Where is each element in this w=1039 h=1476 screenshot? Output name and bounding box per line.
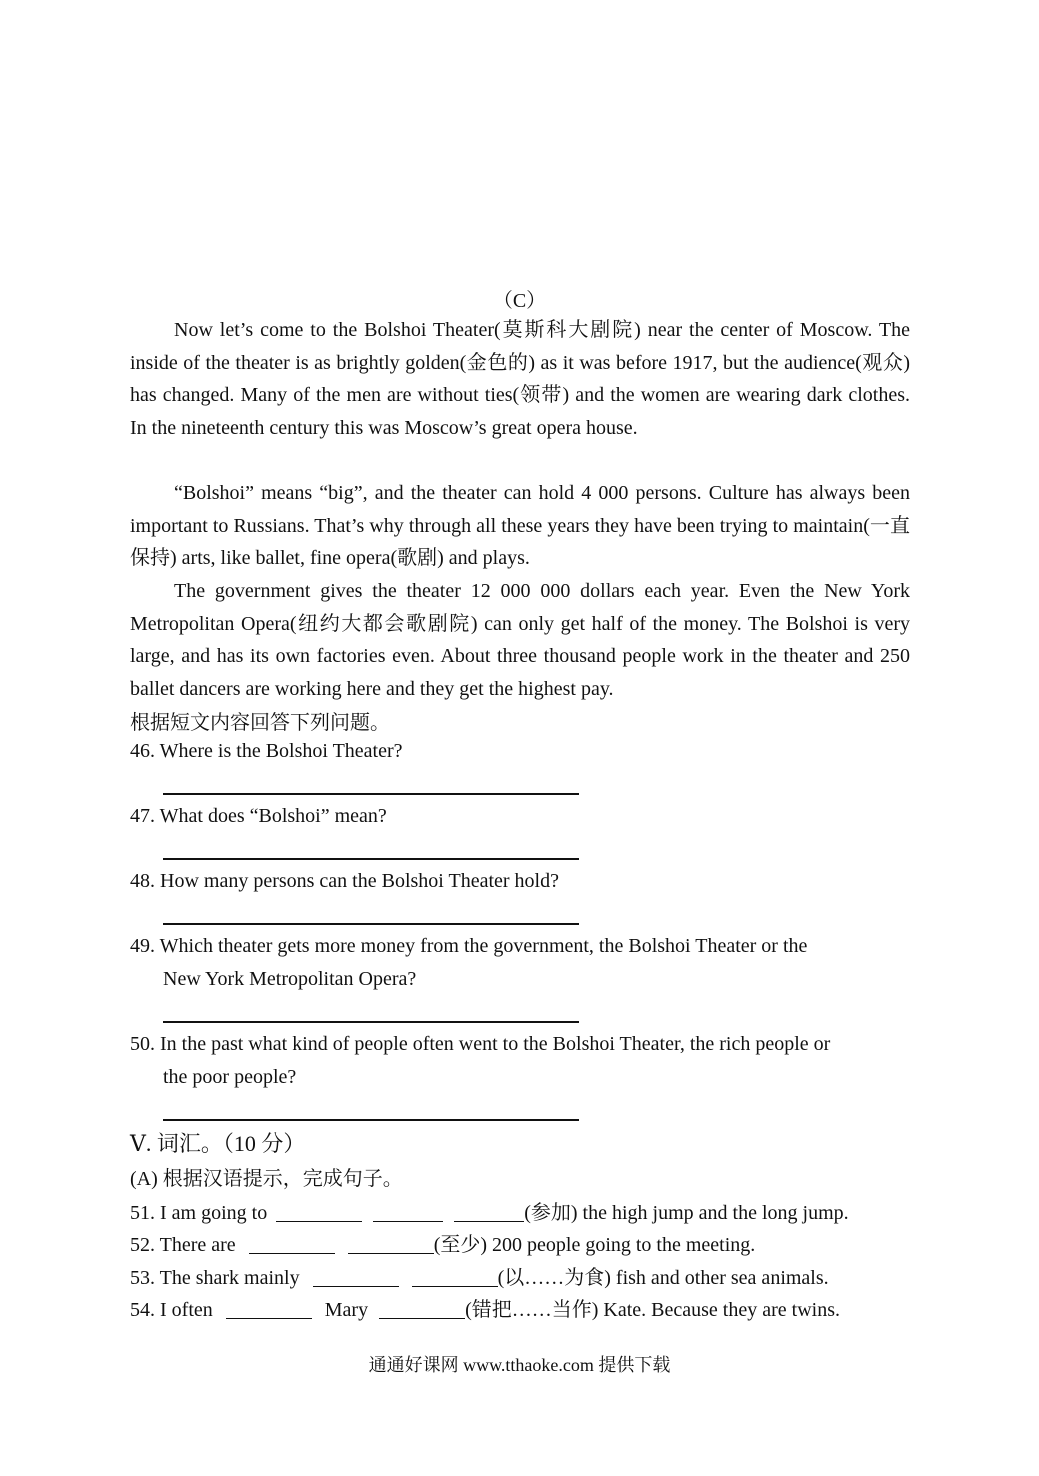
footer-credit: 通通好课网 www.tthaoke.com 提供下载: [368, 1355, 671, 1375]
question-46: 46. Where is the Bolshoi Theater?: [130, 740, 403, 762]
question-49: 49. Which theater gets more money from the government, the Bolshoi Theater or the: [130, 935, 808, 957]
answer-line-47[interactable]: [163, 858, 579, 860]
item-54-text: 54. I often: [130, 1299, 213, 1321]
blank-52b[interactable]: [348, 1233, 434, 1254]
question-50: 50. In the past what kind of people often went to the Bolshoi Theater, the rich people or: [130, 1033, 831, 1055]
blank-51a[interactable]: [276, 1201, 362, 1222]
passage-label: （C）: [492, 290, 547, 312]
question-48: 48. How many persons can the Bolshoi Theater hold?: [130, 870, 559, 892]
section-v-title: Ⅴ. 词汇。（10 分）: [130, 1131, 306, 1156]
blank-52a[interactable]: [249, 1233, 335, 1254]
item-52: [130, 1228, 920, 1257]
blank-54a[interactable]: [226, 1298, 312, 1319]
item-54-hint: (错把……当作) Kate. Because they are twins.: [465, 1299, 840, 1321]
item-53: [130, 1261, 920, 1290]
blank-51c[interactable]: [454, 1201, 524, 1222]
question-49-cont: New York Metropolitan Opera?: [163, 968, 417, 990]
question-47: 47. What does “Bolshoi” mean?: [130, 805, 387, 827]
blank-53a[interactable]: [313, 1266, 399, 1287]
item-54-name: Mary: [324, 1299, 369, 1321]
answer-line-49[interactable]: [163, 1021, 579, 1023]
paragraph-1: Now let’s come to the Bolshoi Theater(莫斯科大剧院) near the center of Moscow. The inside of the theater is as brightly golden(金色的) as it was before 1917, but the audience(观众) has changed. Many of the men are without ties(领带) and the women are wearing dark clothes. In the nineteenth century this was Moscow’s great opera house.: [130, 319, 910, 439]
answer-line-48[interactable]: [163, 923, 579, 925]
question-50-cont: the poor people?: [163, 1066, 297, 1088]
item-52-text: 52. There are: [130, 1234, 236, 1256]
instructions: 根据短文内容回答下列问题。: [130, 712, 390, 734]
answer-line-46[interactable]: [163, 793, 579, 795]
item-52-hint: (至少) 200 people going to the meeting.: [433, 1234, 756, 1256]
section-a-instructions: (A) 根据汉语提示，完成句子。: [130, 1168, 403, 1190]
answer-line-50[interactable]: [163, 1119, 579, 1121]
item-53-text: 53. The shark mainly: [130, 1267, 300, 1289]
item-51-text: 51. I am going to: [130, 1202, 268, 1224]
item-51: [130, 1196, 920, 1225]
blank-53b[interactable]: [412, 1266, 498, 1287]
item-53-hint: (以……为食) fish and other sea animals.: [497, 1267, 829, 1289]
paragraph-2: “Bolshoi” means “big”, and the theater can hold 4 000 persons. Culture has always been important to Russians. That’s why through all these years they have been trying to maintain(一直保持) arts, like ballet, fine opera(歌剧) and plays.: [130, 482, 910, 570]
item-54: [130, 1293, 920, 1322]
paragraph-3: The government gives the theater 12 000 000 dollars each year. Even the New York Metropolitan Opera(纽约大都会歌剧院) can only get half of the money. The Bolshoi is very large, and has its own factories even. About three thousand people work in the theater and 250 ballet dancers are working here and they get the highest pay.: [130, 580, 910, 700]
item-51-hint: (参加) the high jump and the long jump.: [524, 1202, 849, 1224]
blank-51b[interactable]: [373, 1201, 443, 1222]
blank-54b[interactable]: [379, 1298, 465, 1319]
